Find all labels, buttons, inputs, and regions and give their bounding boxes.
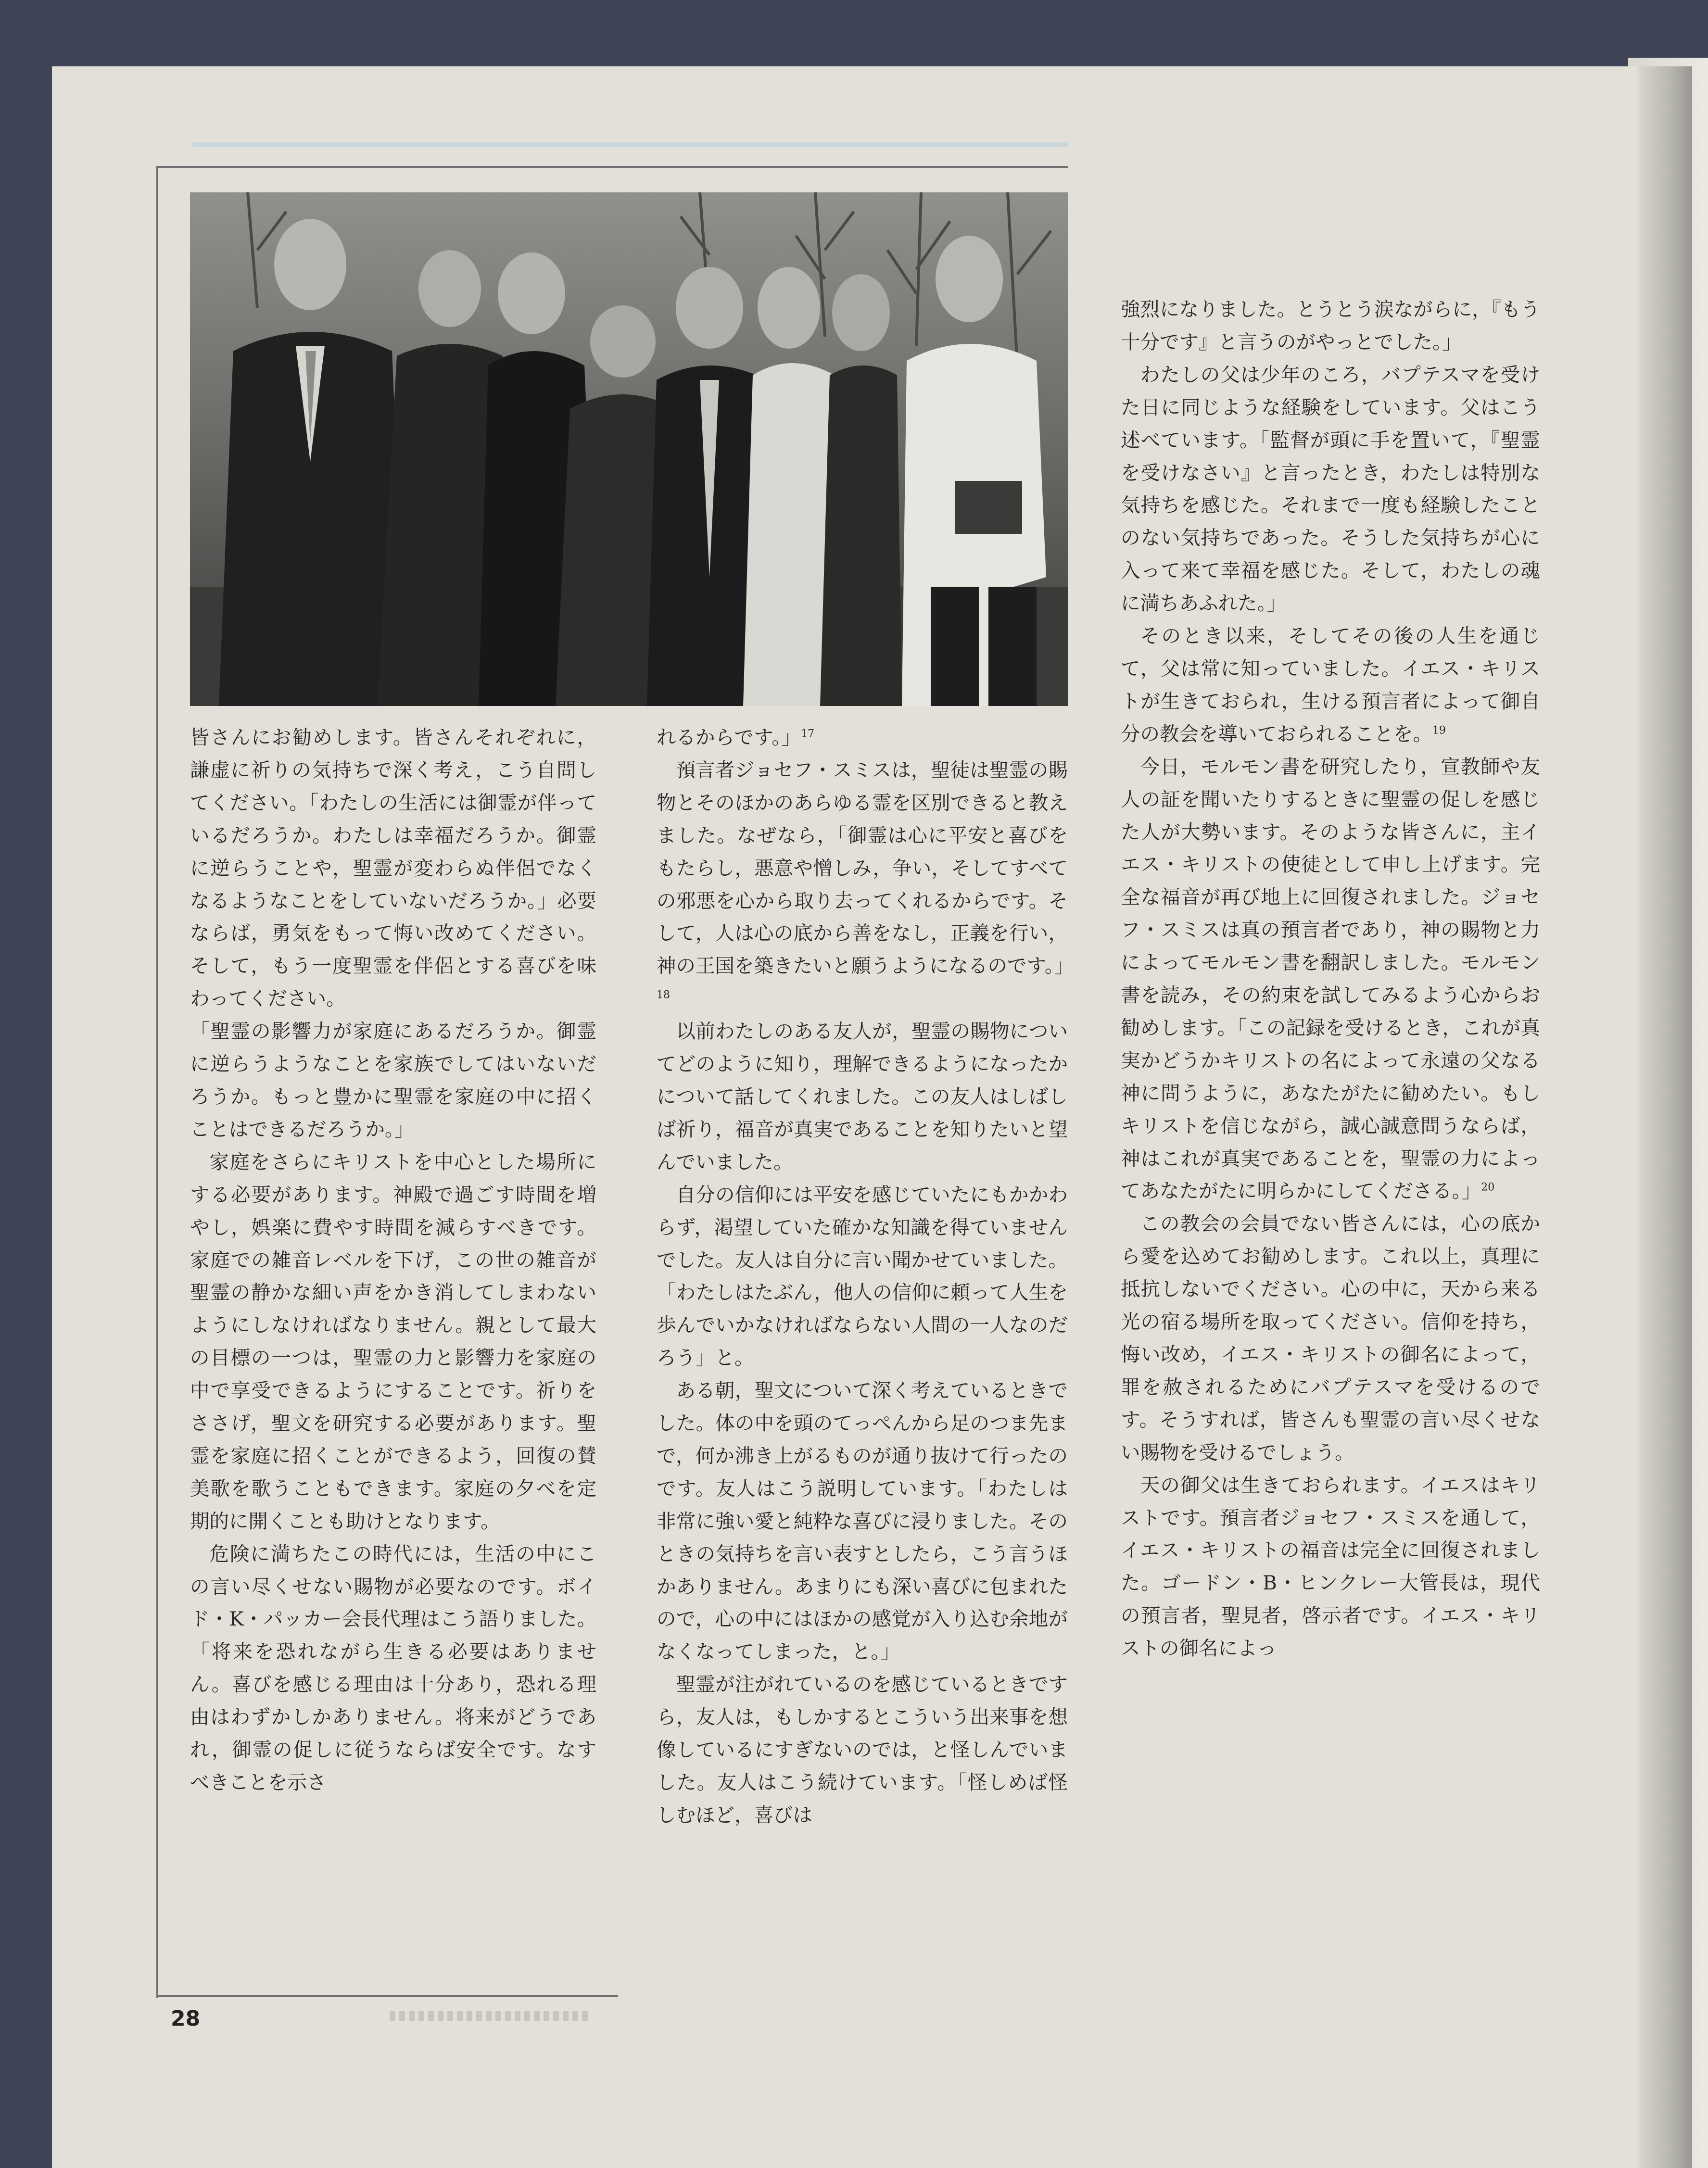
paragraph-text: 預言者ジョセフ・スミスは，聖徒は聖霊の賜物とそのほかのあらゆる霊を区別できると教えました。なぜなら，「御霊は心に平安と喜びをもたらし，悪意や憎しみ，争い，そしてすべての邪悪を心から取り去ってくれるからです。そして，人は心の底から善をなし，正義を行い，神の王国を築きたいと願うようになるのです。」 — [657, 758, 1074, 978]
paragraph: 「聖霊の影響力が家庭にあるだろうか。御霊に逆らうようなことを家族でしてはいないだろうか。もっと豊かに聖霊を家庭の中に招くことはできるだろうか。」 — [190, 1020, 596, 1141]
paragraph: 天の御父は生きておられます。イエスはキリストです。預言者ジョセフ・スミスを通して，イエス・キリストの福音は完全に回復されました。ゴードン・B・ヒンクレー大管長は，現代の預言者，聖見者，啓示者です。イエス・キリストの御名によっ — [1121, 1473, 1540, 1660]
paragraph-text: そのとき以来，そしてその後の人生を通じて，父は常に知っていました。イエス・キリストが生きておられ，生ける預言者によって御自分の教会を導いておられることを。 — [1121, 624, 1540, 745]
frame-rule-top — [156, 166, 1068, 168]
paragraph: わたしの父は少年のころ，バプテスマを受けた日に同じような経験をしています。父はこう述べています。「監督が頭に手を置いて，『聖霊を受けなさい』と言ったとき，わたしは特別な気持ちを感じた。それまで一度も経験したことのない気持ちであった。そうした気持ちが心に入って来て幸福を感じた。そして，わたしの魂に満ちあふれた。」 — [1121, 363, 1540, 615]
text-column-3 — [1121, 293, 1540, 1665]
text-column-2 — [657, 721, 1074, 1832]
paragraph — [657, 721, 1068, 754]
paragraph: 家庭をさらにキリストを中心とした場所にする必要があります。神殿で過ごす時間を増やし，娯楽に費やす時間を減らすべきです。家庭での雑音レベルを下げ，この世の雑音が聖霊の静かな細い声をかき消してしまわないようにしなければなりません。親として最大の目標の一つは，聖霊の力と影響力を家庭の中で享受できるようにすることです。祈りをささげ，聖文を研究する必要があります。聖霊を家庭に招くことができるよう，回復の賛美歌を歌うこともできます。家庭の夕べを定期的に開くことも助けとなります。 — [190, 1150, 596, 1533]
paragraph-text: 今日，モルモン書を研究したり，宣教師や友人の証を聞いたりするときに聖霊の促しを感じた人が大勢います。そのような皆さんに，主イエス・キリストの使徒として申し上げます。完全な福音が再び地上に回復されました。ジョセフ・スミスは真の預言者であり，神の賜物と力によってモルモン書を翻訳しました。モルモン書を読み，その約束を試してみるよう心からお勧めします。「この記録を受けるとき，これが真実かどうかキリストの名によって永遠の父なる神に問うように，あなたがたに勧めたい。もしキリストを信じながら，誠心誠意問うならば，神はこれが真実であることを，聖霊の力によってあなたがたに明らかにしてくださる。」 — [1121, 755, 1540, 1203]
frame-rule-bottom — [156, 1995, 618, 1997]
accent-rule — [192, 142, 1068, 147]
paragraph: 聖霊が注がれているのを感じているときですら，友人は，もしかするとこういう出来事を想像しているにすぎないのでは，と怪しんでいました。友人はこう続けています。「怪しめば怪しむほど，喜びは — [657, 1673, 1068, 1827]
paragraph — [1121, 751, 1540, 1208]
paragraph: 危険に満ちたこの時代には，生活の中にこの言い尽くせない賜物が必要なのです。ボイド・K・パッカー会長代理はこう語りました。「将来を恐れながら生きる必要はありません。喜びを感じる理由は十分あり，恐れる理由はわずかしかありません。将来がどうであれ，御霊の促しに従うならば安全です。なすべきことを示さ — [190, 1542, 596, 1794]
faint-footer-text — [390, 2011, 592, 2021]
paragraph: この教会の会員でない皆さんには，心の底から愛を込めてお勧めします。これ以上，真理に抵抗しないでください。心の中に，天から来る光の宿る場所を取ってください。信仰を持ち，悔い改め，イエス・キリストの御名によって，罪を赦されるためにバプテスマを受けるのです。そうすれば，皆さんも聖霊の言い尽くせない賜物を受けるでしょう。 — [1121, 1212, 1540, 1464]
text-column-1 — [190, 721, 596, 1799]
paragraph: 強烈になりました。とうとう涙ながらに，『もう十分です』と言うのがやっとでした。」 — [1121, 298, 1540, 353]
paragraph: ある朝，聖文について深く考えているときでした。体の中を頭のてっぺんから足のつま先まで，何か沸き上がるものが通り抜けて行ったのです。友人はこう説明しています。「わたしは非常に強い愛と純粋な喜びに浸りました。そのときの気持ちを言い表すとしたら，こう言うほかありません。あまりにも深い喜びに包まれたので，心の中にはほかの感覚が入り込む余地がなくなってしまった，と。」 — [657, 1379, 1068, 1664]
frame-rule-left — [156, 166, 158, 1998]
paragraph: 自分の信仰には平安を感じていたにもかかわらず，渇望していた確かな知識を得ていませんでした。友人は自分に言い聞かせていました。「わたしはたぶん，他人の信仰に頼って人生を歩んでいかなければならない人間の一人なのだろう」と。 — [657, 1183, 1068, 1370]
gutter-shadow — [1634, 66, 1692, 2168]
footnote-ref: 20 — [1481, 1181, 1495, 1194]
group-photo — [190, 192, 1068, 706]
page-number: 28 — [171, 2006, 201, 2031]
paragraph: 皆さんにお勧めします。皆さんそれぞれに，謙虚に祈りの気持ちで深く考え，こう自問してください。「わたしの生活には御霊が伴っているだろうか。わたしは幸福だろうか。御霊に逆らうことや，聖霊が変わらぬ伴侶でなくなるようなことをしていないだろうか。」必要ならば，勇気をもって悔い改めてください。そして，もう一度聖霊を伴侶とする喜びを味わってください。 — [190, 726, 596, 1010]
paragraph — [657, 754, 1074, 1015]
paragraph — [1121, 620, 1540, 751]
paragraph: 以前わたしのある友人が，聖霊の賜物についてどのように知り，理解できるようになったかについて話してくれました。この友人はしばしば祈り，福音が真実であることを知りたいと望んでいました。 — [657, 1020, 1068, 1173]
footnote-ref: 18 — [657, 989, 670, 1001]
footnote-ref: 19 — [1432, 724, 1446, 737]
paragraph-text: れるからです。」 — [657, 726, 801, 749]
group-photo-icon — [190, 192, 1068, 706]
footnote-ref: 17 — [801, 728, 815, 740]
